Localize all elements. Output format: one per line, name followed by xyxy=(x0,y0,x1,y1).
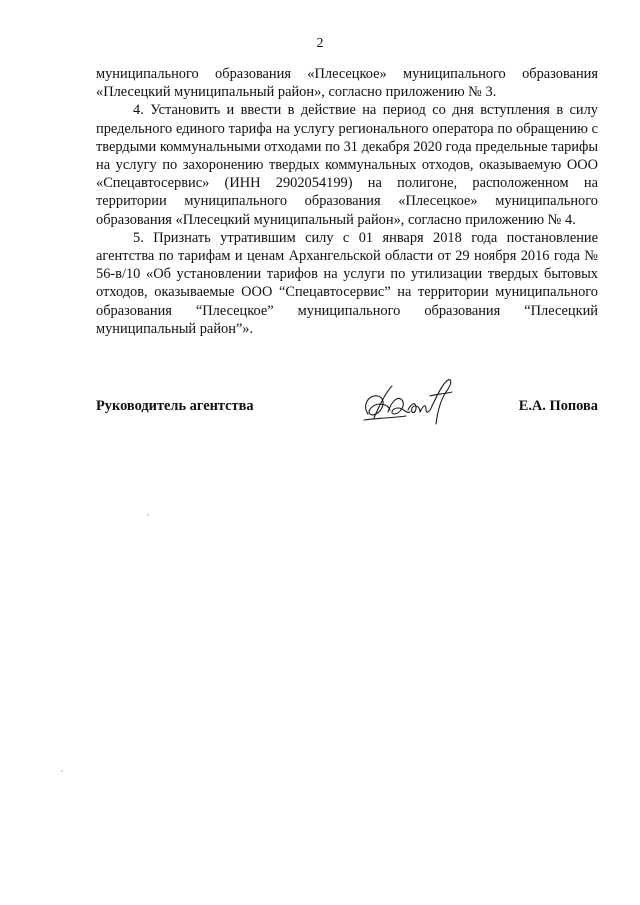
paragraph-item-4: 4. Установить и ввести в действие на период со дня вступления в силу предельного единого тарифа на услугу регионального оператора по обращению с твердыми коммунальными отходами по 31 декабря 2020 года предельные тарифы на услугу по захоронению твердых коммунальных отходов, оказываемую ООО «Спецавтосервис» (ИНН 2902054199) на полигоне, расположенном на территории муниципального образования «Плесецкое» муниципального образования «Плесецкий муниципальный район», согласно приложению № 4. xyxy=(96,102,598,228)
scan-speck xyxy=(147,514,149,516)
signatory-name: Е.А. Попова xyxy=(518,398,598,414)
page-number: 2 xyxy=(316,36,324,51)
signatory-title: Руководитель агентства xyxy=(96,398,254,414)
signature-block xyxy=(96,374,598,434)
paragraph-item-5: 5. Признать утратившим силу с 01 января 2018 года постановление агентства по тарифам и ценам Архангельской области от 29 ноября 2016 года № 56-в/10 «Об установлении тарифов на услуги по утилизации твердых бытовых отходов, оказываемые ООО “Спецавтосервис” на территории муниципального образования “Плесецкое” муниципального образования “Плесецкий муниципальный район”». xyxy=(96,229,598,337)
paragraph-continuation: муниципального образования «Плесецкое» муниципального образования «Плесецкий муниципальный район», согласно приложению № 3. xyxy=(96,66,598,101)
scan-speck xyxy=(61,770,63,772)
handwritten-signature-icon xyxy=(358,374,458,432)
document-body xyxy=(96,65,598,338)
